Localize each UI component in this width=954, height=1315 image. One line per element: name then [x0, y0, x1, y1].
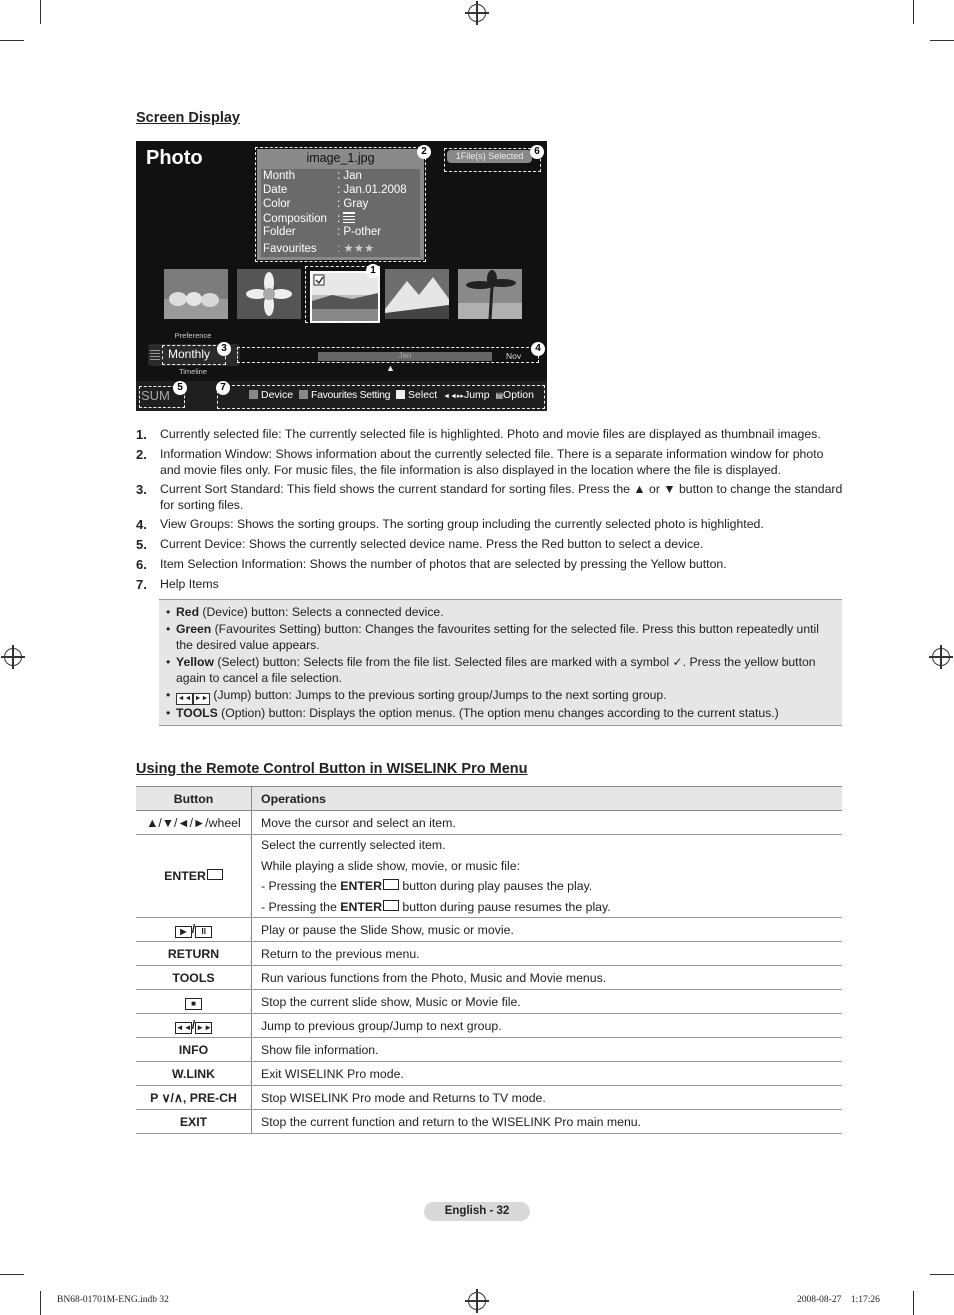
- info-row: Favourites : ★★★: [263, 243, 375, 255]
- list-item: Currently selected file: The currently selected file is highlighted. Photo and movie files are displayed as thumbnail images.: [160, 427, 821, 441]
- callout-5: 5: [173, 381, 187, 395]
- list-item: Item Selection Information: Shows the number of photos that are selected by pressing the Yellow button.: [160, 557, 727, 571]
- thumbnail-palm[interactable]: [458, 269, 522, 319]
- table-row: P ∨/∧, PRE-CH Stop WISELINK Pro mode and Returns to TV mode.: [136, 1086, 842, 1110]
- note-green: • Green (Favourites Setting) button: Changes the favourites setting for the selected file. Press this button repeatedly until the desired value appears.: [166, 622, 819, 652]
- callout-3: 3: [217, 342, 231, 356]
- list-item: Help Items: [160, 577, 219, 591]
- callout-7: 7: [216, 381, 230, 395]
- list-number: 3.: [136, 482, 147, 497]
- list-number: 1.: [136, 427, 147, 442]
- table-row: TOOLS Run various functions from the Photo, Music and Movie menus.: [136, 966, 842, 990]
- table-header-button: Button: [136, 787, 252, 811]
- table-row: INFO Show file information.: [136, 1038, 842, 1062]
- section-heading-remote-control: Using the Remote Control Button in WISELINK Pro Menu: [136, 761, 528, 777]
- info-row: Folder : P-other: [263, 226, 382, 238]
- note-red: • Red (Device) button: Selects a connected device.: [166, 605, 444, 619]
- table-row: RETURN Return to the previous menu.: [136, 942, 842, 966]
- callout-6: 6: [530, 145, 544, 159]
- current-device[interactable]: SUM: [141, 388, 170, 403]
- table-row: ▲/▼/◄/►/wheel Move the cursor and select an item.: [136, 811, 842, 835]
- note-tools: • TOOLS (Option) button: Displays the option menus. (The option menu changes according to the current status.): [166, 706, 779, 720]
- help-notes-box: [159, 599, 842, 726]
- callout-2: 2: [417, 145, 431, 159]
- list-number: 6.: [136, 557, 147, 572]
- help-items-bar: Device Favourites Setting Select ◄◄▸▸Jump ▤Option: [249, 389, 534, 401]
- enter-icon: [383, 900, 399, 911]
- info-row: Composition :: [263, 212, 355, 225]
- callout-4: 4: [531, 342, 545, 356]
- checkmark-icon: ✓: [672, 655, 683, 669]
- stop-icon: ■: [185, 998, 202, 1010]
- tools-icon: ▤: [495, 391, 504, 400]
- registration-mark-icon: [932, 648, 950, 666]
- callout-1: 1: [366, 264, 380, 278]
- list-item: Information Window: Shows information about the currently selected file. There is a separate information window for photo and movie files only. For music files, the file information is also displayed in the location where the file is displayed.: [160, 447, 824, 477]
- list-number: 4.: [136, 517, 147, 532]
- list-item: Current Device: Shows the currently selected device name. Press the Red button to select a device.: [160, 537, 704, 551]
- enter-pause-line: - Pressing the ENTER button during pause resumes the play.: [261, 899, 611, 914]
- remote-button-table: [136, 786, 842, 1134]
- table-row: ◄◄/►► Jump to previous group/Jump to next group.: [136, 1014, 842, 1038]
- timeline-current-month: Jan: [398, 351, 412, 360]
- sort-standard-value[interactable]: Monthly: [168, 347, 211, 361]
- thumbnail-mountain[interactable]: [385, 269, 449, 319]
- table-row: ▶ / II Play or pause the Slide Show, music or movie.: [136, 918, 842, 942]
- list-number: 5.: [136, 537, 147, 552]
- info-filename: image_1.jpg: [306, 151, 375, 165]
- enter-play-line: - Pressing the ENTER button during play pauses the play.: [261, 879, 593, 893]
- table-row: ■ Stop the current slide show, Music or Movie file.: [136, 990, 842, 1014]
- table-header-operations: Operations: [252, 787, 843, 811]
- list-item: View Groups: Shows the sorting groups. The sorting group including the currently selected photo is highlighted.: [160, 517, 764, 531]
- table-row: EXIT Stop the current function and return to the WISELINK Pro main menu.: [136, 1110, 842, 1134]
- skip-forward-icon: ►►: [193, 693, 210, 705]
- timeline-end-month: Nov: [506, 351, 522, 361]
- rewind-icon: ◄◄: [175, 1022, 192, 1032]
- info-row: Color : Gray: [263, 198, 369, 210]
- sort-list-icon: [150, 350, 160, 360]
- section-heading-screen-display: Screen Display: [136, 110, 240, 126]
- enter-icon: [207, 869, 223, 880]
- registration-mark-icon: [468, 4, 486, 22]
- imprint-file: BN68-01701M-ENG.indb 32: [57, 1295, 169, 1305]
- screen-title: Photo: [146, 147, 203, 169]
- table-row: ENTER Select the currently selected item. While playing a slide show, movie, or music file: - Pressing the ENTER button during play pauses the play. - Pressing the ENTER button during pause resumes the play.: [136, 835, 842, 918]
- registration-mark-icon: [468, 1292, 486, 1310]
- fast-forward-icon: ►►: [196, 1022, 213, 1032]
- skip-back-icon: ◄◄: [176, 693, 193, 705]
- list-item: Current Sort Standard: This field shows the current standard for sorting files. Press the ▲ or ▼ button to change the standard for sorting files.: [160, 482, 843, 512]
- note-jump: • ◄◄ ►► (Jump) button: Jumps to the previous sorting group/Jumps to the next sorting group.: [166, 687, 834, 705]
- registration-mark-icon: [4, 648, 22, 666]
- page-number: English - 32: [424, 1202, 530, 1221]
- up-arrow-icon: ▲: [386, 363, 395, 373]
- thumbnail-flower[interactable]: [237, 269, 301, 319]
- thumbnail-sheep[interactable]: [164, 269, 228, 319]
- note-yellow: • Yellow (Select) button: Selects file from the file list. Selected files are marked with a symbol ✓. Press the yellow button again to cancel a file selection.: [166, 655, 816, 685]
- info-row: Date : Jan.01.2008: [263, 184, 407, 196]
- table-row: W.LINK Exit WISELINK Pro mode.: [136, 1062, 842, 1086]
- list-number: 7.: [136, 577, 147, 592]
- preference-label: Preference: [174, 331, 212, 340]
- jump-icon: ◄◄▸▸: [443, 393, 464, 400]
- list-number: 2.: [136, 447, 147, 462]
- imprint-timestamp: 2008-08-27 1:17:26: [797, 1295, 880, 1305]
- enter-icon: [383, 879, 399, 890]
- selected-count-label: 1File(s) Selected: [447, 150, 532, 163]
- photo-screen-illustration: [136, 141, 547, 411]
- timeline-label: Timeline: [178, 367, 208, 376]
- info-row: Month : Jan: [263, 170, 362, 182]
- pause-icon: II: [195, 926, 212, 938]
- play-icon: ▶: [175, 926, 192, 938]
